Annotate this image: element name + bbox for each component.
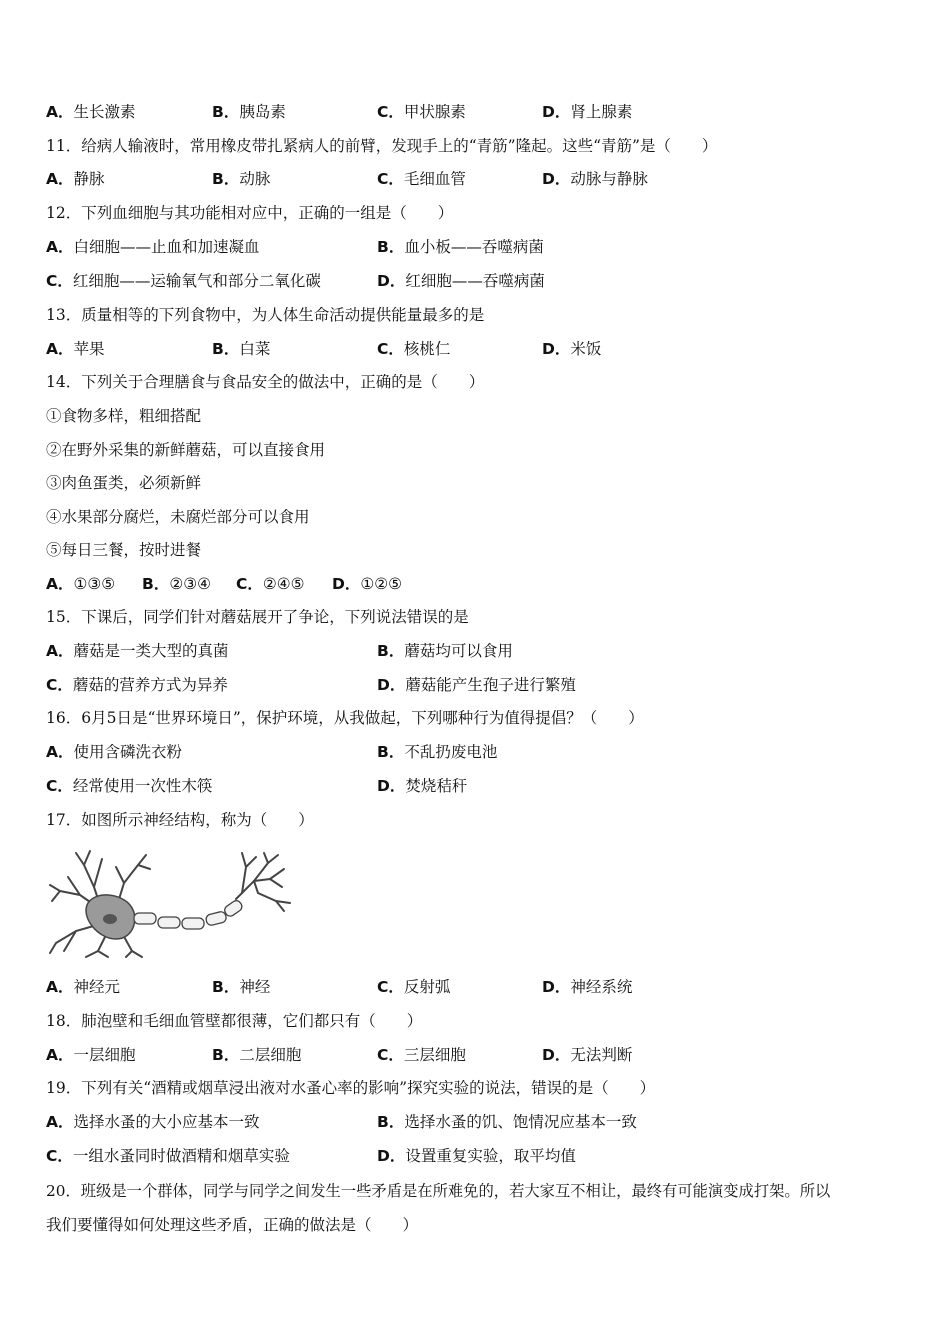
q19-option-c[interactable]: C．一组水蚤同时做酒精和烟草实验: [46, 1147, 290, 1165]
q13-option-d[interactable]: D．米饭: [542, 340, 602, 358]
q11-option-d[interactable]: D．动脉与静脉: [542, 170, 648, 188]
q11-option-b[interactable]: B．动脉: [212, 170, 271, 188]
q14-option-a[interactable]: A．①③⑤: [46, 575, 116, 593]
q13-stem: 13．质量相等的下列食物中，为人体生命活动提供能量最多的是: [46, 306, 485, 324]
q12-option-c[interactable]: C．红细胞——运输氧气和部分二氧化碳: [46, 272, 321, 290]
q20-stem-line2: 我们要懂得如何处理这些矛盾，正确的做法是（ ）: [46, 1216, 419, 1234]
q18-stem: 18．肺泡壁和毛细血管壁都很薄，它们都只有（ ）: [46, 1012, 423, 1030]
q20-stem-line1: 20．班级是一个群体，同学与同学之间发生一些矛盾是在所难免的，若大家互不相让，最终有可能演变成打架。所以: [46, 1182, 831, 1200]
q11-option-c[interactable]: C．毛细血管: [377, 170, 466, 188]
q14-item-1: ①食物多样，粗细搭配: [46, 407, 202, 425]
q19-stem: 19．下列有关“酒精或烟草浸出液对水蚤心率的影响”探究实验的说法，错误的是（ ）: [46, 1079, 656, 1097]
q16-option-a[interactable]: A．使用含磷洗衣粉: [46, 743, 183, 761]
q13-option-c[interactable]: C．核桃仁: [377, 340, 451, 358]
q18-option-a[interactable]: A．一层细胞: [46, 1046, 136, 1064]
q14-stem: 14．下列关于合理膳食与食品安全的做法中，正确的是（ ）: [46, 373, 485, 391]
q15-stem: 15．下课后，同学们针对蘑菇展开了争论，下列说法错误的是: [46, 608, 469, 626]
q15-option-c[interactable]: C．蘑菇的营养方式为异养: [46, 676, 228, 694]
q15-option-a[interactable]: A．蘑菇是一类大型的真菌: [46, 642, 229, 660]
q18-option-c[interactable]: C．三层细胞: [377, 1046, 466, 1064]
q11-stem: 11．给病人输液时，常用橡皮带扎紧病人的前臂，发现手上的“青筋”隆起。这些“青筋”是（ ）: [46, 137, 718, 155]
q15-option-b[interactable]: B．蘑菇均可以食用: [377, 642, 513, 660]
q13-option-b[interactable]: B．白菜: [212, 340, 271, 358]
q14-item-5: ⑤每日三餐，按时进餐: [46, 541, 202, 559]
q14-item-3: ③肉鱼蛋类，必须新鲜: [46, 474, 202, 492]
neuron-diagram: [46, 847, 296, 959]
q15-option-d[interactable]: D．蘑菇能产生孢子进行繁殖: [377, 676, 576, 694]
q14-option-d[interactable]: D．①②⑤: [332, 575, 403, 593]
q10-option-c[interactable]: C．甲状腺素: [377, 103, 466, 121]
q10-option-a[interactable]: A．生长激素: [46, 103, 136, 121]
q14-item-4: ④水果部分腐烂，未腐烂部分可以食用: [46, 508, 310, 526]
q16-option-b[interactable]: B．不乱扔废电池: [377, 743, 498, 761]
q17-option-a[interactable]: A．神经元: [46, 978, 121, 996]
q17-option-b[interactable]: B．神经: [212, 978, 271, 996]
q19-option-b[interactable]: B．选择水蚤的饥、饱情况应基本一致: [377, 1113, 637, 1131]
q16-option-d[interactable]: D．焚烧秸秆: [377, 777, 468, 795]
q14-item-2: ②在野外采集的新鲜蘑菇，可以直接食用: [46, 441, 326, 459]
q12-option-a[interactable]: A．白细胞——止血和加速凝血: [46, 238, 260, 256]
q14-option-c[interactable]: C．②④⑤: [236, 575, 305, 593]
q19-option-a[interactable]: A．选择水蚤的大小应基本一致: [46, 1113, 260, 1131]
q16-stem: 16．6月5日是“世界环境日”，保护环境，从我做起，下列哪种行为值得提倡？（ ）: [46, 709, 644, 727]
q18-option-d[interactable]: D．无法判断: [542, 1046, 633, 1064]
q17-option-c[interactable]: C．反射弧: [377, 978, 451, 996]
q13-option-a[interactable]: A．苹果: [46, 340, 105, 358]
q19-option-d[interactable]: D．设置重复实验，取平均值: [377, 1147, 576, 1165]
q16-option-c[interactable]: C．经常使用一次性木筷: [46, 777, 213, 795]
q12-option-b[interactable]: B．血小板——吞噬病菌: [377, 238, 544, 256]
q12-option-d[interactable]: D．红细胞——吞噬病菌: [377, 272, 545, 290]
q18-option-b[interactable]: B．二层细胞: [212, 1046, 302, 1064]
q10-option-d[interactable]: D．肾上腺素: [542, 103, 633, 121]
q17-option-d[interactable]: D．神经系统: [542, 978, 633, 996]
q14-option-b[interactable]: B．②③④: [142, 575, 212, 593]
q17-stem: 17．如图所示神经结构，称为（ ）: [46, 811, 314, 829]
q12-stem: 12．下列血细胞与其功能相对应中，正确的一组是（ ）: [46, 204, 454, 222]
q10-option-b[interactable]: B．胰岛素: [212, 103, 286, 121]
q11-option-a[interactable]: A．静脉: [46, 170, 105, 188]
